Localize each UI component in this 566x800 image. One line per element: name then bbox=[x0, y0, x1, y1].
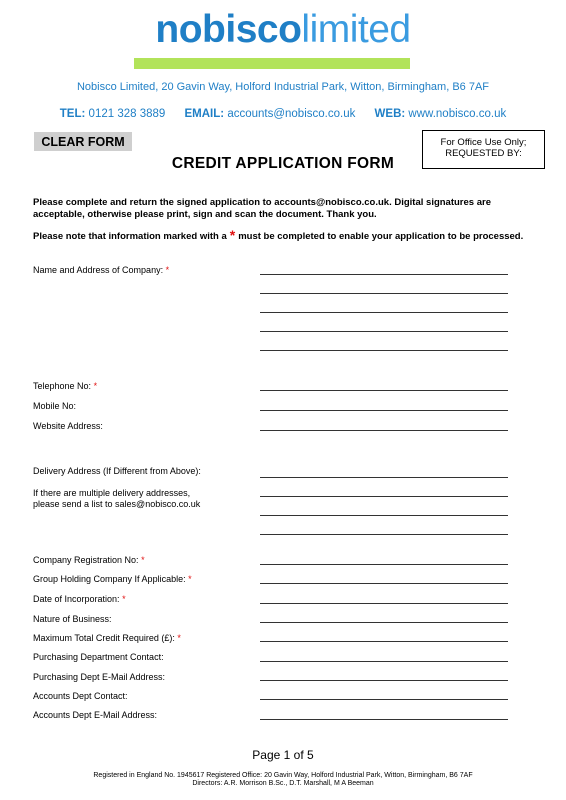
email-label: EMAIL: bbox=[184, 108, 225, 120]
logo-light-text: limited bbox=[301, 8, 411, 51]
company-name-field-line-1[interactable] bbox=[260, 274, 508, 275]
mobile-label: Mobile No: bbox=[33, 401, 77, 411]
email-value[interactable]: accounts@nobisco.co.uk bbox=[227, 108, 356, 120]
web-value[interactable]: www.nobisco.co.uk bbox=[408, 108, 507, 120]
date-incorporation-field-line[interactable] bbox=[260, 603, 508, 604]
tel-label: TEL: bbox=[59, 108, 86, 120]
telephone-label-text: Telephone No: bbox=[33, 381, 92, 391]
directors-line: Directors: A.R. Morrison B.Sc., D.T. Marshall, M A Beeman bbox=[192, 780, 374, 787]
telephone-label bbox=[33, 381, 97, 392]
delivery-address-field-line-3[interactable] bbox=[260, 515, 508, 516]
purchasing-contact-label: Purchasing Department Contact: bbox=[33, 652, 164, 662]
web-label: WEB: bbox=[374, 108, 406, 120]
company-registration-label bbox=[33, 555, 145, 566]
delivery-address-field-line-4[interactable] bbox=[260, 534, 508, 535]
max-credit-field-line[interactable] bbox=[260, 641, 508, 642]
registration-footer bbox=[0, 772, 566, 788]
max-credit-label bbox=[33, 633, 181, 644]
delivery-address-label: Delivery Address (If Different from Above): bbox=[33, 466, 201, 476]
group-holding-label-text: Group Holding Company If Applicable: bbox=[33, 574, 186, 584]
required-marker: * bbox=[122, 594, 126, 604]
office-use-line1: For Office Use Only; bbox=[440, 137, 527, 148]
required-star-icon: * bbox=[229, 227, 236, 243]
nature-business-field-line[interactable] bbox=[260, 622, 508, 623]
office-use-line2: REQUESTED BY: bbox=[445, 148, 522, 159]
required-marker: * bbox=[165, 265, 170, 275]
required-note bbox=[33, 229, 553, 243]
delivery-address-field-line-1[interactable] bbox=[260, 477, 508, 478]
registration-line: Registered in England No. 1945617 Registered Office: 20 Gavin Way, Holford Industrial Park, Witton, Birmingham, B6 7AF bbox=[93, 772, 473, 779]
company-registration-label-text: Company Registration No: bbox=[33, 555, 139, 565]
contact-line bbox=[0, 108, 566, 120]
tel-value: 0121 328 3889 bbox=[88, 108, 166, 120]
multiple-delivery-line1: If there are multiple delivery addresses, bbox=[33, 488, 191, 498]
form-title: CREDIT APPLICATION FORM bbox=[171, 155, 395, 172]
telephone-field-line[interactable] bbox=[260, 390, 508, 391]
company-logo bbox=[0, 6, 566, 54]
accounts-email-label: Accounts Dept E-Mail Address: bbox=[33, 710, 158, 720]
date-incorporation-label bbox=[33, 594, 126, 605]
multiple-delivery-note bbox=[33, 488, 200, 510]
note-before: Please note that information marked with a bbox=[33, 231, 227, 242]
purchasing-email-label: Purchasing Dept E-Mail Address: bbox=[33, 672, 166, 682]
company-name-label bbox=[33, 265, 169, 276]
website-field-line[interactable] bbox=[260, 430, 508, 431]
page-number: Page 1 of 5 bbox=[252, 748, 314, 762]
logo-bold-text: nobisco bbox=[155, 8, 302, 51]
company-address: Nobisco Limited, 20 Gavin Way, Holford Industrial Park, Witton, Birmingham, B6 7AF bbox=[76, 81, 490, 93]
clear-form-button[interactable]: CLEAR FORM bbox=[34, 132, 132, 151]
required-marker: * bbox=[93, 381, 98, 391]
multiple-delivery-line2: please send a list to sales@nobisco.co.uk bbox=[33, 499, 201, 509]
company-name-field-line-2[interactable] bbox=[260, 293, 508, 294]
group-holding-field-line[interactable] bbox=[260, 583, 508, 584]
accounts-contact-field-line[interactable] bbox=[260, 699, 508, 700]
instructions-text: Please complete and return the signed application to accounts@nobisco.co.uk. Digital signatures are acceptable, otherwise please print, sign and scan the document. Thank you. bbox=[33, 197, 491, 220]
delivery-address-field-line-2[interactable] bbox=[260, 496, 508, 497]
required-marker: * bbox=[177, 633, 181, 643]
required-marker: * bbox=[188, 574, 192, 584]
company-name-field-line-3[interactable] bbox=[260, 312, 508, 313]
mobile-field-line[interactable] bbox=[260, 410, 508, 411]
max-credit-label-text: Maximum Total Credit Required (£): bbox=[33, 633, 175, 643]
company-name-label-text: Name and Address of Company: bbox=[33, 265, 164, 275]
date-incorporation-label-text: Date of Incorporation: bbox=[33, 594, 120, 604]
group-holding-label bbox=[33, 574, 192, 585]
nature-business-label: Nature of Business: bbox=[33, 614, 112, 624]
accounts-email-field-line[interactable] bbox=[260, 719, 508, 720]
required-marker: * bbox=[141, 555, 145, 565]
accounts-contact-label: Accounts Dept Contact: bbox=[33, 691, 128, 701]
website-label: Website Address: bbox=[33, 421, 103, 431]
note-after: must be completed to enable your application to be processed. bbox=[238, 231, 524, 242]
company-name-field-line-4[interactable] bbox=[260, 331, 508, 332]
company-name-field-line-5[interactable] bbox=[260, 350, 508, 351]
purchasing-contact-field-line[interactable] bbox=[260, 661, 508, 662]
company-registration-field-line[interactable] bbox=[260, 564, 508, 565]
purchasing-email-field-line[interactable] bbox=[260, 680, 508, 681]
logo-green-bar bbox=[134, 58, 410, 69]
